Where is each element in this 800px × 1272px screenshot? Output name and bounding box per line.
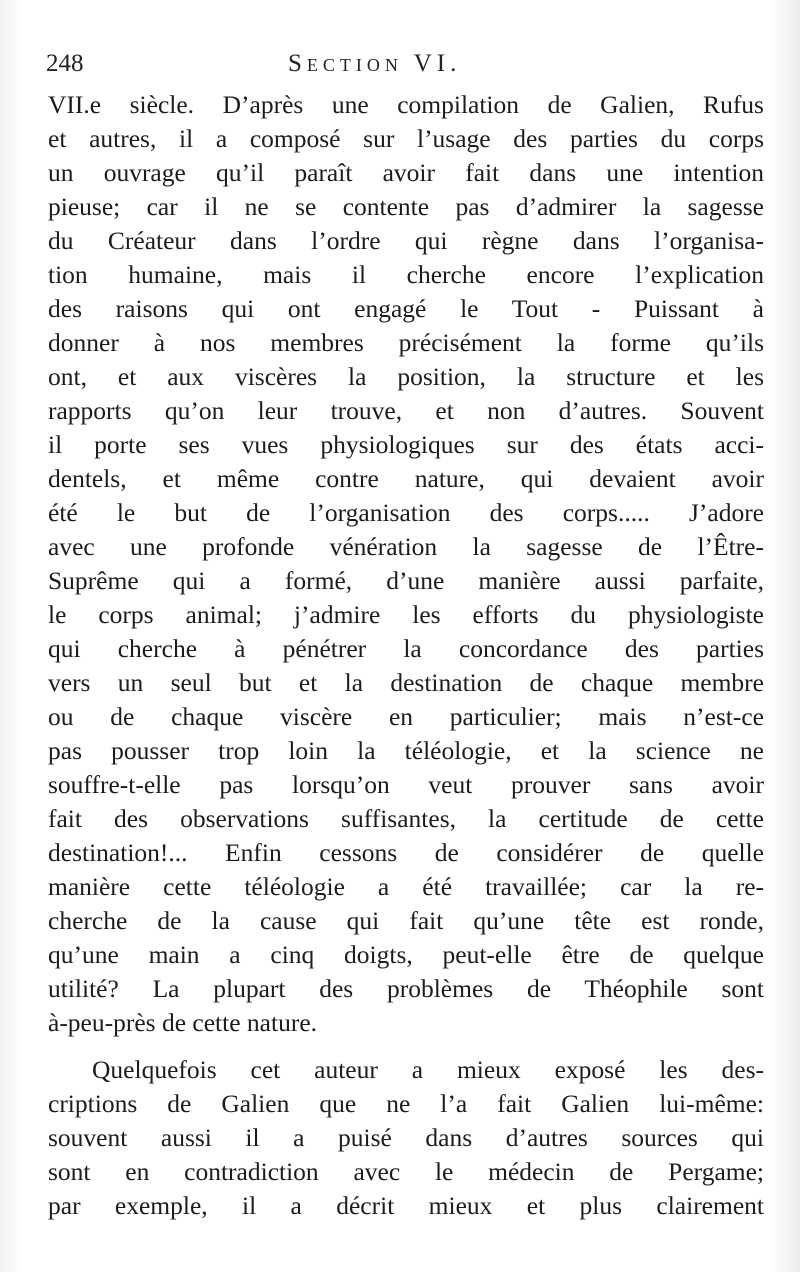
text-line: Suprême qui a formé, d’une manière aussi parfaite,	[48, 566, 764, 595]
text-line: rapports qu’on leur trouve, et non d’autres. Souvent	[48, 396, 764, 425]
text-line: avec une profonde vénération la sagesse de l’Être-	[48, 532, 764, 561]
text-line: ou de chaque viscère en particulier; mais n’est-ce	[48, 702, 764, 731]
text-line: criptions de Galien que ne l’a fait Galien lui-même:	[48, 1089, 764, 1118]
text-line: ont, et aux viscères la position, la structure et les	[48, 362, 764, 391]
page-header	[40, 50, 800, 90]
text-line: cherche de la cause qui fait qu’une tête est ronde,	[48, 906, 764, 935]
text-line: fait des observations suffisantes, la certitude de cette	[48, 804, 764, 833]
text-line: dentels, et même contre nature, qui devaient avoir	[48, 464, 764, 493]
text-line: par exemple, il a décrit mieux et plus clairement	[48, 1191, 764, 1220]
text-line: pieuse; car il ne se contente pas d’admirer la sagesse	[48, 192, 764, 221]
text-line: des raisons qui ont engagé le Tout - Puissant à	[48, 294, 764, 323]
text-line: VII.e siècle. D’après une compilation de Galien, Rufus	[48, 90, 764, 119]
text-line: pas pousser trop loin la téléologie, et la science ne	[48, 736, 764, 765]
text-line: souvent aussi il a puisé dans d’autres sources qui	[48, 1123, 764, 1152]
text-line: Quelquefois cet auteur a mieux exposé les des-	[92, 1055, 764, 1084]
text-line: souffre-t-elle pas lorsqu’on veut prouver sans avoir	[48, 770, 764, 799]
text-line: utilité? La plupart des problèmes de Théophile sont	[48, 974, 764, 1003]
text-line: qu’une main a cinq doigts, peut-elle être de quelque	[48, 940, 764, 969]
page-number: 248	[46, 50, 84, 77]
text-line: et autres, il a composé sur l’usage des parties du corps	[48, 124, 764, 153]
text-line: destination!... Enfin cessons de considérer de quelle	[48, 838, 764, 867]
text-line: qui cherche à pénétrer la concordance des parties	[48, 634, 764, 663]
text-line: manière cette téléologie a été travaillée; car la re-	[48, 872, 764, 901]
text-line: sont en contradiction avec le médecin de Pergame;	[48, 1157, 764, 1186]
text-line: tion humaine, mais il cherche encore l’explication	[48, 260, 764, 289]
text-line: été le but de l’organisation des corps..... J’adore	[48, 498, 764, 527]
text-line: le corps animal; j’admire les efforts du physiologiste	[48, 600, 764, 629]
text-line: vers un seul but et la destination de chaque membre	[48, 668, 764, 697]
running-head: Section VI.	[288, 50, 462, 77]
text-line: donner à nos membres précisément la forme qu’ils	[48, 328, 764, 357]
text-line: un ouvrage qu’il paraît avoir fait dans une intention	[48, 158, 764, 187]
text-line: il porte ses vues physiologiques sur des états acci-	[48, 430, 764, 459]
text-line: du Créateur dans l’ordre qui règne dans l’organisa-	[48, 226, 764, 255]
text-line: à-peu-près de cette nature.	[48, 1008, 318, 1037]
